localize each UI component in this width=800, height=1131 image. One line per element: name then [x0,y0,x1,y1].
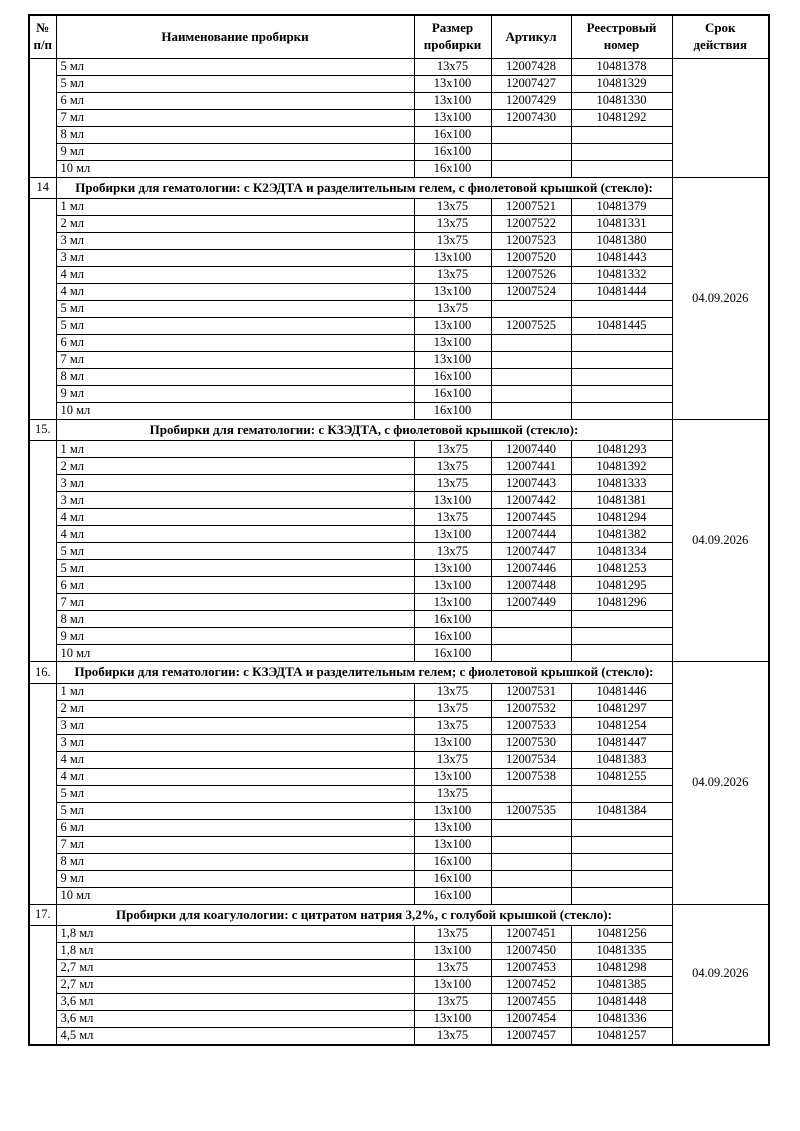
cell-tube-name: 10 мл [56,403,414,420]
cell-registry-number: 10481379 [571,199,672,216]
table-row [29,475,769,492]
table-row [29,93,769,110]
cell-tube-name: 1 мл [56,199,414,216]
cell-registry-number: 10481257 [571,1027,672,1045]
cell-tube-name: 2 мл [56,458,414,475]
cell-article: 12007451 [491,925,571,942]
cell-tube-size: 13x75 [414,216,491,233]
table-row [29,199,769,216]
cell-article: 12007446 [491,560,571,577]
cell-registry-number: 10481385 [571,976,672,993]
cell-tube-size: 13x100 [414,526,491,543]
table-row [29,403,769,420]
cell-tube-name: 7 мл [56,110,414,127]
cell-tube-size: 13x100 [414,492,491,509]
cell-tube-size: 16x100 [414,628,491,645]
cell-article: 12007520 [491,250,571,267]
cell-tube-name: 1,8 мл [56,942,414,959]
validity-date [672,59,769,178]
cell-tube-name: 4 мл [56,284,414,301]
cell-registry-number [571,403,672,420]
column-header-size: Размер пробирки [414,15,491,59]
table-header [29,15,769,59]
validity-date: 04.09.2026 [672,420,769,662]
cell-tube-name: 8 мл [56,611,414,628]
column-header-registry: Реестровый номер [571,15,672,59]
cell-tube-name: 6 мл [56,335,414,352]
cell-registry-number: 10481334 [571,543,672,560]
cell-tube-name: 3 мл [56,475,414,492]
cell-article: 12007533 [491,717,571,734]
cell-tube-size: 13x100 [414,93,491,110]
table-row [29,458,769,475]
cell-tube-name: 4 мл [56,768,414,785]
cell-article [491,836,571,853]
table-row [29,751,769,768]
cell-tube-name: 4 мл [56,267,414,284]
cell-registry-number: 10481256 [571,925,672,942]
cell-tube-size: 13x75 [414,199,491,216]
cell-article: 12007440 [491,441,571,458]
cell-article: 12007538 [491,768,571,785]
cell-registry-number: 10481447 [571,734,672,751]
cell-registry-number [571,144,672,161]
cell-article: 12007452 [491,976,571,993]
cell-registry-number [571,161,672,178]
cell-tube-name: 3 мл [56,250,414,267]
cell-registry-number [571,369,672,386]
section-title: Пробирки для гематологии: с К2ЭДТА и разделительным гелем, с фиолетовой крышкой (стекло): [56,178,672,199]
cell-tube-size: 13x75 [414,717,491,734]
cell-registry-number: 10481332 [571,267,672,284]
cell-tube-size: 13x100 [414,284,491,301]
table-row [29,785,769,802]
cell-tube-name: 8 мл [56,369,414,386]
cell-article: 12007429 [491,93,571,110]
cell-tube-size: 13x100 [414,352,491,369]
cell-article [491,352,571,369]
table-row [29,993,769,1010]
cell-article: 12007523 [491,233,571,250]
cell-tube-size: 13x75 [414,959,491,976]
cell-tube-size: 16x100 [414,386,491,403]
cell-registry-number: 10481333 [571,475,672,492]
table-row [29,628,769,645]
cell-article: 12007530 [491,734,571,751]
cell-registry-number: 10481294 [571,509,672,526]
cell-tube-name: 9 мл [56,144,414,161]
table-row [29,611,769,628]
table-row [29,144,769,161]
table-row [29,526,769,543]
cell-article: 12007526 [491,267,571,284]
cell-article: 12007453 [491,959,571,976]
section-header-row [29,662,769,683]
cell-tube-size: 13x100 [414,318,491,335]
cell-tube-name: 3,6 мл [56,993,414,1010]
cell-tube-name: 1 мл [56,683,414,700]
section-number-spacer [29,925,56,1045]
cell-registry-number: 10481329 [571,76,672,93]
column-header-validity: Срок действия [672,15,769,59]
cell-article [491,144,571,161]
cell-tube-name: 5 мл [56,301,414,318]
cell-article [491,301,571,318]
cell-article [491,335,571,352]
cell-tube-name: 4,5 мл [56,1027,414,1045]
cell-article: 12007430 [491,110,571,127]
header-row [29,15,769,59]
cell-tube-name: 9 мл [56,386,414,403]
cell-article: 12007441 [491,458,571,475]
section-number-spacer [29,441,56,662]
cell-registry-number: 10481296 [571,594,672,611]
cell-tube-size: 13x75 [414,267,491,284]
cell-article: 12007522 [491,216,571,233]
cell-registry-number: 10481292 [571,110,672,127]
table-row [29,870,769,887]
cell-registry-number [571,870,672,887]
table-row [29,233,769,250]
cell-tube-name: 10 мл [56,161,414,178]
cell-tube-name: 7 мл [56,594,414,611]
cell-tube-name: 5 мл [56,785,414,802]
table-row [29,853,769,870]
cell-tube-size: 13x75 [414,233,491,250]
cell-article: 12007443 [491,475,571,492]
cell-tube-name: 10 мл [56,645,414,662]
cell-tube-name: 4 мл [56,526,414,543]
cell-article [491,386,571,403]
cell-article: 12007455 [491,993,571,1010]
cell-tube-size: 13x100 [414,819,491,836]
cell-tube-size: 13x75 [414,785,491,802]
cell-registry-number: 10481444 [571,284,672,301]
cell-registry-number [571,611,672,628]
cell-article [491,853,571,870]
cell-article: 12007448 [491,577,571,594]
cell-article [491,819,571,836]
cell-article: 12007457 [491,1027,571,1045]
cell-tube-size: 13x100 [414,594,491,611]
table-row [29,560,769,577]
cell-tube-size: 16x100 [414,369,491,386]
cell-article: 12007525 [491,318,571,335]
cell-tube-size: 13x75 [414,441,491,458]
cell-tube-size: 13x100 [414,942,491,959]
cell-tube-size: 13x75 [414,683,491,700]
cell-registry-number: 10481384 [571,802,672,819]
cell-article [491,369,571,386]
table-row [29,594,769,611]
cell-registry-number [571,301,672,318]
validity-date: 04.09.2026 [672,178,769,420]
table-row [29,645,769,662]
cell-tube-name: 9 мл [56,870,414,887]
section-number: 16. [29,662,56,683]
cell-tube-size: 16x100 [414,853,491,870]
cell-registry-number: 10481381 [571,492,672,509]
cell-tube-size: 16x100 [414,611,491,628]
cell-tube-name: 10 мл [56,887,414,904]
cell-tube-size: 13x100 [414,734,491,751]
table-row [29,959,769,976]
cell-tube-size: 13x100 [414,560,491,577]
cell-article: 12007534 [491,751,571,768]
cell-tube-size: 16x100 [414,127,491,144]
table-row [29,683,769,700]
table-row [29,700,769,717]
cell-registry-number: 10481293 [571,441,672,458]
cell-registry-number [571,127,672,144]
cell-article: 12007442 [491,492,571,509]
cell-registry-number: 10481380 [571,233,672,250]
table-row [29,925,769,942]
cell-registry-number: 10481335 [571,942,672,959]
cell-tube-size: 13x100 [414,976,491,993]
cell-tube-size: 13x75 [414,993,491,1010]
column-header-num: № п/п [29,15,56,59]
table-row [29,819,769,836]
cell-article [491,870,571,887]
cell-tube-size: 13x75 [414,458,491,475]
cell-article: 12007521 [491,199,571,216]
cell-tube-name: 1 мл [56,441,414,458]
table-row [29,717,769,734]
cell-tube-name: 3 мл [56,717,414,734]
section-number-spacer [29,683,56,904]
table-row [29,976,769,993]
cell-article: 12007428 [491,59,571,76]
cell-tube-name: 9 мл [56,628,414,645]
cell-article [491,628,571,645]
product-table [28,14,770,1046]
cell-tube-size: 13x75 [414,475,491,492]
cell-tube-size: 16x100 [414,403,491,420]
validity-date: 04.09.2026 [672,662,769,904]
cell-article [491,887,571,904]
cell-tube-size: 13x75 [414,301,491,318]
cell-tube-size: 13x100 [414,836,491,853]
table-row [29,352,769,369]
section-header-row [29,904,769,925]
table-row [29,492,769,509]
cell-tube-name: 5 мл [56,76,414,93]
cell-registry-number [571,645,672,662]
cell-tube-name: 1,8 мл [56,925,414,942]
cell-tube-name: 5 мл [56,59,414,76]
cell-registry-number: 10481443 [571,250,672,267]
cell-article: 12007450 [491,942,571,959]
cell-article [491,785,571,802]
cell-article [491,161,571,178]
cell-tube-size: 13x75 [414,543,491,560]
cell-tube-name: 5 мл [56,318,414,335]
cell-registry-number: 10481446 [571,683,672,700]
table-row [29,441,769,458]
table-row [29,768,769,785]
cell-tube-name: 6 мл [56,577,414,594]
table-body [29,59,769,1045]
cell-registry-number: 10481382 [571,526,672,543]
cell-tube-name: 2 мл [56,216,414,233]
cell-tube-name: 2,7 мл [56,959,414,976]
cell-tube-name: 8 мл [56,127,414,144]
cell-tube-name: 6 мл [56,819,414,836]
cell-tube-name: 7 мл [56,836,414,853]
cell-tube-size: 13x100 [414,110,491,127]
cell-tube-name: 2,7 мл [56,976,414,993]
section-header-row [29,420,769,441]
cell-registry-number: 10481383 [571,751,672,768]
cell-article: 12007444 [491,526,571,543]
section-title: Пробирки для гематологии: с КЗЭДТА, с фиолетовой крышкой (стекло): [56,420,672,441]
cell-tube-size: 13x100 [414,1010,491,1027]
table-row [29,1010,769,1027]
cell-tube-size: 16x100 [414,144,491,161]
cell-tube-size: 13x100 [414,250,491,267]
table-row [29,887,769,904]
cell-tube-name: 5 мл [56,560,414,577]
cell-article: 12007524 [491,284,571,301]
column-header-article: Артикул [491,15,571,59]
table-row [29,335,769,352]
table-row [29,267,769,284]
cell-registry-number [571,628,672,645]
cell-tube-name: 4 мл [56,509,414,526]
cell-registry-number: 10481378 [571,59,672,76]
table-row [29,734,769,751]
table-row [29,509,769,526]
cell-tube-size: 13x75 [414,751,491,768]
table-row [29,301,769,318]
table-row [29,1027,769,1045]
cell-registry-number [571,819,672,836]
table-row [29,76,769,93]
cell-registry-number [571,887,672,904]
cell-tube-name: 5 мл [56,802,414,819]
cell-tube-size: 16x100 [414,870,491,887]
cell-tube-size: 16x100 [414,645,491,662]
cell-registry-number [571,785,672,802]
cell-tube-name: 3 мл [56,492,414,509]
cell-article: 12007447 [491,543,571,560]
cell-registry-number: 10481331 [571,216,672,233]
cell-tube-size: 13x100 [414,768,491,785]
cell-tube-size: 13x100 [414,335,491,352]
table-row [29,802,769,819]
cell-article: 12007531 [491,683,571,700]
section-number: 17. [29,904,56,925]
table-row [29,161,769,178]
section-title: Пробирки для гематологии: с КЗЭДТА и разделительным гелем; с фиолетовой крышкой (стекло): [56,662,672,683]
validity-date: 04.09.2026 [672,904,769,1045]
cell-tube-name: 3 мл [56,734,414,751]
column-header-name: Наименование пробирки [56,15,414,59]
cell-tube-size: 13x75 [414,509,491,526]
cell-registry-number [571,386,672,403]
table-row [29,318,769,335]
cell-article: 12007454 [491,1010,571,1027]
table-row [29,250,769,267]
section-number-spacer [29,59,56,178]
cell-registry-number [571,853,672,870]
cell-tube-name: 3 мл [56,233,414,250]
table-row [29,216,769,233]
cell-registry-number: 10481298 [571,959,672,976]
cell-registry-number: 10481330 [571,93,672,110]
cell-article: 12007532 [491,700,571,717]
cell-registry-number: 10481255 [571,768,672,785]
cell-registry-number: 10481445 [571,318,672,335]
cell-registry-number [571,352,672,369]
cell-registry-number: 10481254 [571,717,672,734]
cell-registry-number: 10481448 [571,993,672,1010]
table-row [29,942,769,959]
cell-registry-number: 10481297 [571,700,672,717]
cell-tube-name: 3,6 мл [56,1010,414,1027]
cell-article: 12007427 [491,76,571,93]
table-row [29,543,769,560]
section-number: 14 [29,178,56,199]
cell-tube-name: 8 мл [56,853,414,870]
cell-registry-number: 10481392 [571,458,672,475]
table-row [29,284,769,301]
cell-tube-size: 13x75 [414,700,491,717]
cell-tube-size: 13x75 [414,59,491,76]
cell-article [491,611,571,628]
section-header-row [29,178,769,199]
cell-tube-size: 13x100 [414,76,491,93]
cell-article [491,403,571,420]
table-row [29,110,769,127]
section-title: Пробирки для коагулологии: с цитратом натрия 3,2%, с голубой крышкой (стекло): [56,904,672,925]
cell-registry-number: 10481295 [571,577,672,594]
cell-article: 12007449 [491,594,571,611]
cell-tube-size: 16x100 [414,887,491,904]
table-row [29,127,769,144]
cell-tube-size: 13x75 [414,1027,491,1045]
cell-article [491,127,571,144]
cell-tube-size: 13x100 [414,577,491,594]
table-row [29,577,769,594]
cell-registry-number: 10481336 [571,1010,672,1027]
cell-article [491,645,571,662]
cell-registry-number [571,335,672,352]
cell-registry-number [571,836,672,853]
cell-tube-size: 13x100 [414,802,491,819]
table-row [29,369,769,386]
cell-registry-number: 10481253 [571,560,672,577]
cell-tube-name: 5 мл [56,543,414,560]
cell-tube-size: 13x75 [414,925,491,942]
cell-article: 12007535 [491,802,571,819]
table-row [29,59,769,76]
table-row [29,386,769,403]
cell-tube-name: 4 мл [56,751,414,768]
cell-article: 12007445 [491,509,571,526]
section-number: 15. [29,420,56,441]
cell-tube-size: 16x100 [414,161,491,178]
table-row [29,836,769,853]
cell-tube-name: 7 мл [56,352,414,369]
section-number-spacer [29,199,56,420]
cell-tube-name: 6 мл [56,93,414,110]
cell-tube-name: 2 мл [56,700,414,717]
